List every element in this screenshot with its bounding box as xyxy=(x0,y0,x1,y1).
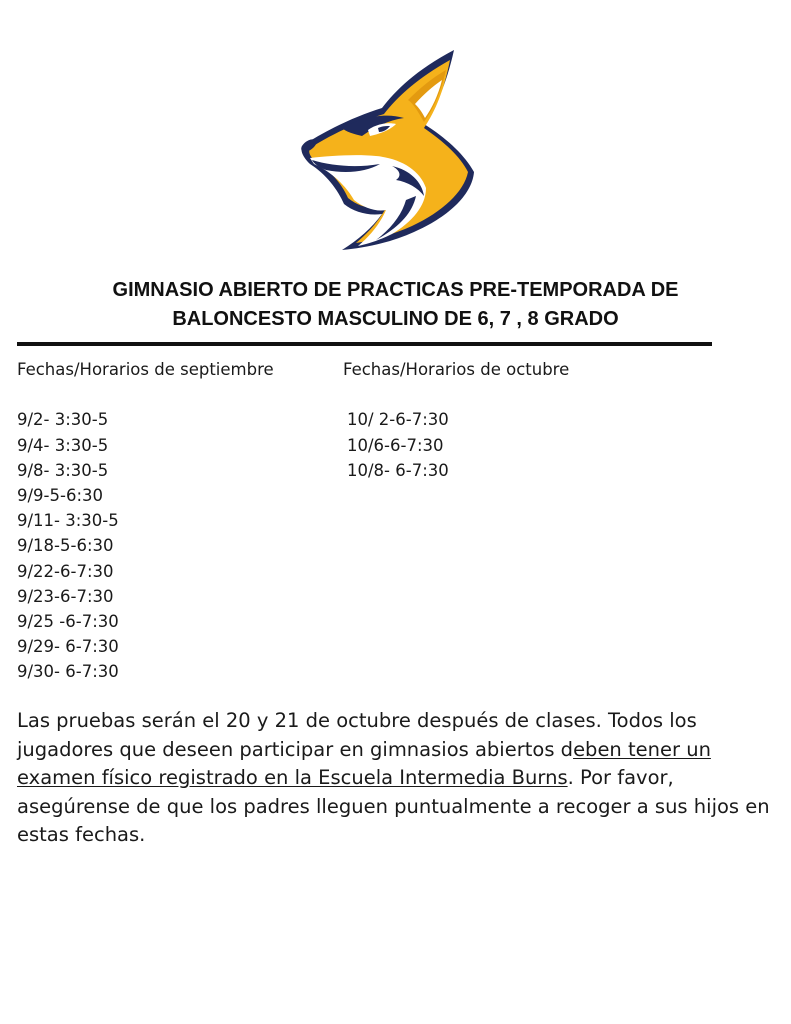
list-item: 10/ 2-6-7:30 xyxy=(347,410,449,430)
list-item: 10/8- 6-7:30 xyxy=(347,460,449,480)
list-item: 9/22-6-7:30 xyxy=(17,561,114,581)
list-item: 9/2- 3:30-5 xyxy=(17,410,109,430)
september-heading: Fechas/Horarios de septiembre xyxy=(17,360,274,379)
october-schedule xyxy=(343,357,569,483)
notice-text-part-1: Las pruebas serán el 20 y 21 de octubre después de clases. Todos los jugadores que deseen participar en gimnasios abiertos d xyxy=(17,709,697,761)
list-item: 9/4- 3:30-5 xyxy=(17,435,109,455)
fox-head-logo-icon xyxy=(296,46,481,250)
title-divider xyxy=(17,342,712,346)
list-item: 9/8- 3:30-5 xyxy=(17,460,109,480)
list-item: 9/18-5-6:30 xyxy=(17,536,114,556)
spacer xyxy=(17,382,274,407)
page-title-line-1: GIMNASIO ABIERTO DE PRACTICAS PRE-TEMPORADA DE xyxy=(112,279,679,301)
page-title-line-2: BALONCESTO MASCULINO DE 6, 7 , 8 GRADO xyxy=(172,308,619,330)
list-item: 9/29- 6-7:30 xyxy=(17,637,119,657)
spacer xyxy=(343,382,569,407)
notice-text-part-2: . Por favor, asegúrense de que los padres lleguen puntualmente a recoger a sus hijos en estas fechas. xyxy=(17,766,770,846)
october-date-list xyxy=(343,407,569,483)
list-item: 9/25 -6-7:30 xyxy=(17,612,119,632)
october-heading: Fechas/Horarios de octubre xyxy=(343,360,570,379)
page-title xyxy=(0,276,791,334)
list-item: 9/9-5-6:30 xyxy=(17,486,104,505)
tryout-notice xyxy=(17,707,777,850)
september-schedule xyxy=(17,357,274,685)
list-item: 9/11- 3:30-5 xyxy=(17,511,119,531)
notice-underlined-requirement: eben tener un examen físico registrado en la Escuela Intermedia Burns xyxy=(17,737,711,789)
list-item: 10/6-6-7:30 xyxy=(347,435,444,455)
list-item: 9/30- 6-7:30 xyxy=(17,662,119,682)
list-item: 9/23-6-7:30 xyxy=(17,586,114,606)
september-date-list xyxy=(17,407,274,684)
